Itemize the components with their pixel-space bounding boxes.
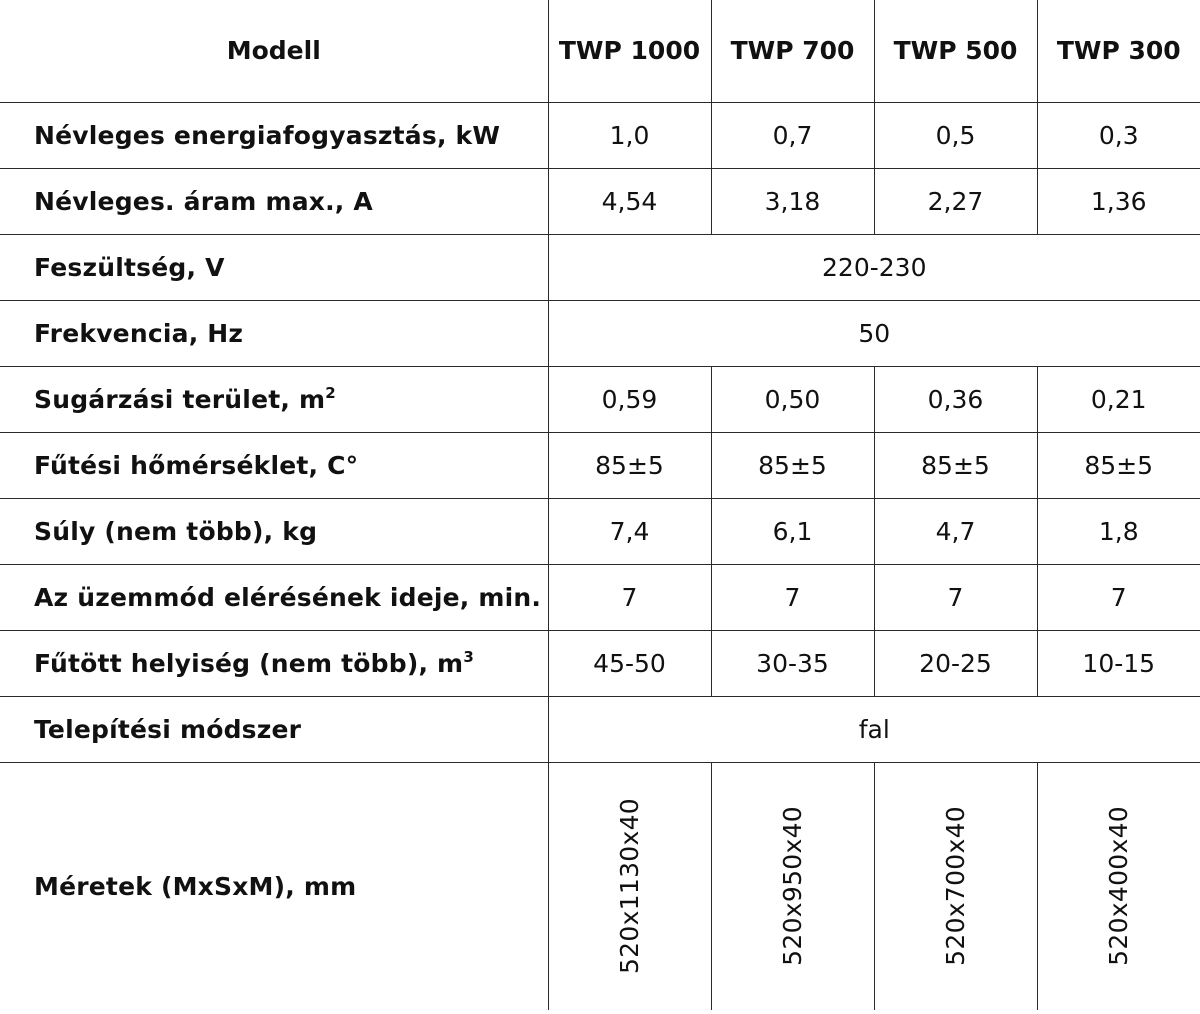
cell-merged-value: 50 xyxy=(548,300,1200,366)
row-label: Feszültség, V xyxy=(0,234,548,300)
table-header-row xyxy=(0,0,1200,102)
cell-value: 0,3 xyxy=(1037,102,1200,168)
cell-value xyxy=(711,762,874,1010)
cell-value: 0,36 xyxy=(874,366,1037,432)
header-label-model: Modell xyxy=(0,0,548,102)
table-row-power xyxy=(0,102,1200,168)
cell-value: 7 xyxy=(874,564,1037,630)
cell-vertical-text: 520x400x40 xyxy=(1104,806,1134,967)
cell-value: 10-15 xyxy=(1037,630,1200,696)
cell-value: 1,36 xyxy=(1037,168,1200,234)
cell-value: 3,18 xyxy=(711,168,874,234)
cell-value: 0,50 xyxy=(711,366,874,432)
row-label: Méretek (MxSxM), mm xyxy=(0,762,548,1010)
cell-value: 4,54 xyxy=(548,168,711,234)
header-model-twp500: TWP 500 xyxy=(874,0,1037,102)
row-label xyxy=(0,630,548,696)
cell-value: 4,7 xyxy=(874,498,1037,564)
table-row-voltage xyxy=(0,234,1200,300)
table-row-heating-temperature xyxy=(0,432,1200,498)
row-label: Névleges. áram max., A xyxy=(0,168,548,234)
cell-value: 7 xyxy=(548,564,711,630)
table-row-installation xyxy=(0,696,1200,762)
table-row-warmup-time xyxy=(0,564,1200,630)
cell-value: 85±5 xyxy=(711,432,874,498)
header-model-twp300: TWP 300 xyxy=(1037,0,1200,102)
cell-value: 45-50 xyxy=(548,630,711,696)
header-model-twp1000: TWP 1000 xyxy=(548,0,711,102)
cell-merged-value: 220-230 xyxy=(548,234,1200,300)
cell-merged-value: fal xyxy=(548,696,1200,762)
cell-value: 0,7 xyxy=(711,102,874,168)
row-label xyxy=(0,366,548,432)
cell-value: 30-35 xyxy=(711,630,874,696)
table-row-radiation-area xyxy=(0,366,1200,432)
cell-value: 1,8 xyxy=(1037,498,1200,564)
table-row-dimensions xyxy=(0,762,1200,1010)
cell-value: 7,4 xyxy=(548,498,711,564)
cell-value: 2,27 xyxy=(874,168,1037,234)
cell-value: 20-25 xyxy=(874,630,1037,696)
row-label-text: Sugárzási terület, m xyxy=(34,385,326,414)
table-row-heated-room xyxy=(0,630,1200,696)
row-label: Telepítési módszer xyxy=(0,696,548,762)
cell-value: 0,59 xyxy=(548,366,711,432)
cell-value: 85±5 xyxy=(548,432,711,498)
cell-value: 7 xyxy=(711,564,874,630)
cell-value: 85±5 xyxy=(1037,432,1200,498)
cell-vertical-text: 520x1130x40 xyxy=(615,798,644,975)
row-label: Frekvencia, Hz xyxy=(0,300,548,366)
cell-value xyxy=(548,762,711,1010)
table-row-frequency xyxy=(0,300,1200,366)
cell-value: 1,0 xyxy=(548,102,711,168)
row-label-superscript: 2 xyxy=(325,384,336,402)
row-label-text: Fűtött helyiség (nem több), m xyxy=(34,649,464,678)
cell-vertical-text: 520x700x40 xyxy=(941,806,970,967)
cell-value: 0,21 xyxy=(1037,366,1200,432)
row-label-superscript: 3 xyxy=(463,648,474,666)
cell-value: 7 xyxy=(1037,564,1200,630)
header-model-twp700: TWP 700 xyxy=(711,0,874,102)
cell-value xyxy=(874,762,1037,1010)
row-label: Súly (nem több), kg xyxy=(0,498,548,564)
cell-value xyxy=(1037,762,1200,1010)
cell-value: 85±5 xyxy=(874,432,1037,498)
table-row-weight xyxy=(0,498,1200,564)
row-label: Fűtési hőmérséklet, C° xyxy=(0,432,548,498)
cell-value: 6,1 xyxy=(711,498,874,564)
cell-value: 0,5 xyxy=(874,102,1037,168)
row-label: Névleges energiafogyasztás, kW xyxy=(0,102,548,168)
cell-vertical-text: 520x950x40 xyxy=(778,806,807,967)
row-label: Az üzemmód elérésének ideje, min. xyxy=(0,564,548,630)
table-row-current xyxy=(0,168,1200,234)
